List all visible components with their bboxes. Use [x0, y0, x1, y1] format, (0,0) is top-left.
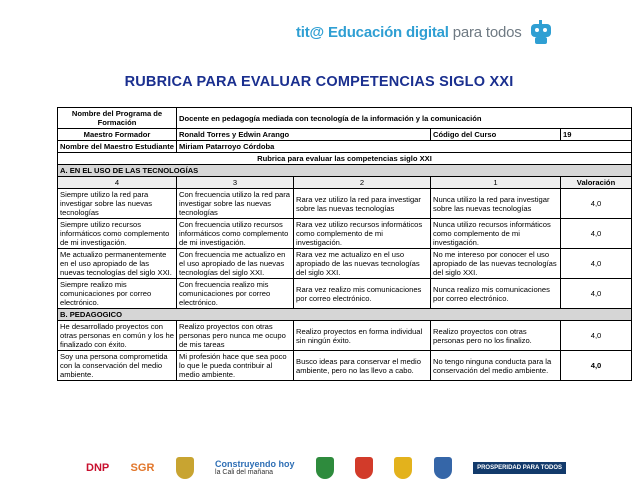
criterion-cell: Busco ideas para conservar el medio ambiente, pero no las llevo a cabo.: [294, 351, 431, 381]
criterion-cell: Soy una persona comprometida con la conservación del medio ambiente.: [58, 351, 177, 381]
emblem-icon-3: [355, 457, 373, 479]
criterion-cell: Realizo proyectos con otras personas pero nunca me ocupo de mis tareas: [177, 321, 294, 351]
column-header: 1: [431, 177, 561, 189]
criterion-cell: Con frecuencia utilizo la red para investigar sobre las nuevas tecnologías: [177, 189, 294, 219]
rubric-caption-row: [58, 153, 632, 165]
brand-text: tit@ Educación digital para todos: [296, 23, 522, 41]
criterion-cell: Siempre realizo mis comunicaciones por correo electrónico.: [58, 279, 177, 309]
table-row: [58, 321, 632, 351]
robot-icon: [528, 20, 554, 44]
score-cell: 4,0: [561, 249, 632, 279]
rubric-table: [57, 107, 632, 381]
criterion-cell: Realizo proyectos en forma individual sin ningún éxito.: [294, 321, 431, 351]
criterion-cell: Con frecuencia utilizo recursos informáticos como complemento de mi investigación.: [177, 219, 294, 249]
criterion-cell: Rara vez me actualizo en el uso apropiado de las nuevas tecnologías del siglo XXI.: [294, 249, 431, 279]
criterion-cell: Rara vez realizo mis comunicaciones por correo electrónico.: [294, 279, 431, 309]
footer-logos: [86, 447, 566, 489]
table-row: [58, 351, 632, 381]
score-cell: 4,0: [561, 321, 632, 351]
info-row-program: [58, 108, 632, 129]
column-header-row: [58, 177, 632, 189]
criterion-cell: Me actualizo permanentemente en el uso apropiado de las nuevas tecnologías del siglo XXI.: [58, 249, 177, 279]
criterion-cell: Mi profesión hace que sea poco lo que le pueda contribuir al medio ambiente.: [177, 351, 294, 381]
sgr-logo: SGR: [130, 462, 155, 474]
section-header: [58, 309, 632, 321]
criterion-cell: No tengo ninguna conducta para la conservación del medio ambiente.: [431, 351, 561, 381]
course-value: 19: [561, 129, 632, 141]
criterion-cell: Con frecuencia me actualizo en el uso apropiado de las nuevas tecnologías del siglo XXI.: [177, 249, 294, 279]
course-label: Código del Curso: [431, 129, 561, 141]
criterion-cell: Rara vez utilizo recursos informáticos como complemento de mi investigación.: [294, 219, 431, 249]
table-row: [58, 219, 632, 249]
table-row: [58, 279, 632, 309]
cali-logo: Construyendo hoy la Cali del mañana: [215, 458, 295, 476]
section-title: B. PEDAGOGICO: [58, 309, 632, 321]
emblem-icon-5: [434, 457, 452, 479]
column-header: 4: [58, 177, 177, 189]
emblem-icon: [176, 457, 194, 479]
teacher-value: Ronald Torres y Edwin Arango: [177, 129, 431, 141]
column-header: 2: [294, 177, 431, 189]
score-cell: 4,0: [561, 279, 632, 309]
section-title: A. EN EL USO DE LAS TECNOLOGÍAS: [58, 165, 632, 177]
criterion-cell: Con frecuencia realizo mis comunicaciones por correo electrónico.: [177, 279, 294, 309]
criterion-cell: He desarrollado proyectos con otras personas en común y los he finalizado con éxito.: [58, 321, 177, 351]
program-value: Docente en pedagogía mediada con tecnología de la información y la comunicación: [177, 108, 632, 129]
student-value: Miriam Patarroyo Córdoba: [177, 141, 632, 153]
criterion-cell: Nunca utilizo recursos informáticos como complemento de mi investigación.: [431, 219, 561, 249]
page-title: RUBRICA PARA EVALUAR COMPETENCIAS SIGLO XXI: [124, 74, 514, 90]
criterion-cell: Siempre utilizo recursos informáticos como complemento de mi investigación.: [58, 219, 177, 249]
section-header: [58, 165, 632, 177]
column-header: 3: [177, 177, 294, 189]
table-row: [58, 189, 632, 219]
teacher-label: Maestro Formador: [58, 129, 177, 141]
info-row-teacher: [58, 129, 632, 141]
criterion-cell: No me intereso por conocer el uso apropiado de las nuevas tecnologías del siglo XXI.: [431, 249, 561, 279]
criterion-cell: Rara vez utilizo la red para investigar sobre las nuevas tecnologías: [294, 189, 431, 219]
score-cell: 4,0: [561, 189, 632, 219]
column-header: Valoración: [561, 177, 632, 189]
table-row: [58, 249, 632, 279]
criterion-cell: Nunca utilizo la red para investigar sobre las nuevas tecnologías: [431, 189, 561, 219]
score-cell: 4,0: [561, 219, 632, 249]
prosperidad-logo: PROSPERIDAD PARA TODOS: [473, 462, 566, 474]
emblem-icon-2: [316, 457, 334, 479]
student-label: Nombre del Maestro Estudiante: [58, 141, 177, 153]
program-label: Nombre del Programa de Formación: [58, 108, 177, 129]
dnp-logo: DNP: [86, 462, 110, 474]
criterion-cell: Realizo proyectos con otras personas pero no los finalizo.: [431, 321, 561, 351]
rubric-caption: Rubrica para evaluar las competencias siglo XXI: [58, 153, 632, 165]
brand-logo: [296, 12, 554, 52]
score-cell: 4,0: [561, 351, 632, 381]
info-row-student: [58, 141, 632, 153]
emblem-icon-4: [394, 457, 412, 479]
criterion-cell: Nunca realizo mis comunicaciones por correo electrónico.: [431, 279, 561, 309]
criterion-cell: Siempre utilizo la red para investigar sobre las nuevas tecnologías: [58, 189, 177, 219]
